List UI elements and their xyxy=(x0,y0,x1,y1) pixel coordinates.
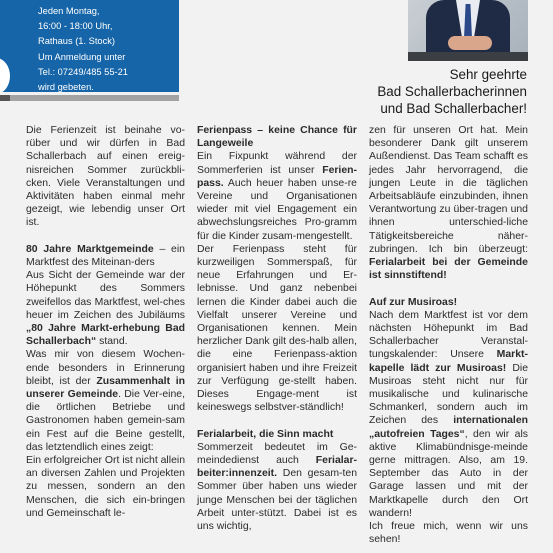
office-hours-line: wird gebeten. xyxy=(38,82,94,93)
paragraph xyxy=(26,243,185,269)
divider-bar-accent xyxy=(0,95,10,101)
text-run: . Die Ver-eine, die örtlichen Betriebe und Gastronomen haben gemein-sam ein Fest auf die Beine gestellt, das letztendlich eines zeigt: xyxy=(26,389,186,453)
salutation-line: und Bad Schallerbacher! xyxy=(380,101,527,116)
text-run: Was mir von diesem Wochen-ende besonders in Erinnerung bleibt, ist der xyxy=(26,349,185,387)
salutation-line: Bad Schallerbacherinnen xyxy=(377,84,527,99)
article-column-2 xyxy=(197,124,357,533)
paragraph: Die Ferienzeit ist beinahe vo-rüber und wir dürfen in Bad Schallerbach auf einen ereig-nisreichen Sommer zurückbli-cken. Viele Veranstaltungen und Aktivitäten haben einmal mehr gezeigt, wie lebendig unser Ort ist. xyxy=(26,125,185,229)
text-run: zen für unseren Ort hat. Mein besonderer Dank gilt unserem Außendienst. Das Team schafft es jedes Jahr hervorragend, die jungen Leute in die täglichen Arbeitsabläufe einzubinden, ihnen Verantwortung zu über-tragen und ihnen unterschied-liche Tätigkeitsbereiche näher-zubringen. Ich bin überzeugt: xyxy=(369,125,528,255)
paragraph: Ein erfolgreicher Ort ist nicht allein an diversen Zahlen und Projekten zu messen, sondern an den Menschen, die sich ein-bringen und Gemeinschaft le- xyxy=(26,455,185,519)
paragraph xyxy=(197,441,357,533)
text-run: Sommerzeit bedeutet im Ge-meindedienst auch xyxy=(197,441,357,467)
text-run: Aus Sicht der Gemeinde war der Höhepunkt des Sommers zweifellos das Marktfest, wel-ches heuer im Zeichen des Jubiläums xyxy=(26,270,185,321)
emphasis-text: Zusammenhalt in unserer Gemeinde xyxy=(26,375,185,401)
emphasis-text: Markt-kapelle lädt zur Musiroas! xyxy=(369,349,528,374)
text-run: Den gesam-ten Sommer über haben uns wieder junge Menschen bei der täglichen Arbeit unter-stützt. Dabei ist es uns wichtig, xyxy=(197,468,357,533)
text-run: Nach dem Marktfest ist vor dem nächsten Höhepunkt im Bad Schallerbacher Veranstal-tungskalender: Unsere xyxy=(369,309,528,361)
section-heading: Auf zur Musiroas! xyxy=(369,296,458,308)
mayor-portrait-photo xyxy=(408,0,528,61)
section-heading: Ferienpass – keine Chance für Langeweile xyxy=(197,125,357,150)
text-run: Ein Fixpunkt während der Sommerferien ist unser xyxy=(197,151,357,176)
article-column-3 xyxy=(369,124,528,546)
salutation-heading xyxy=(377,66,527,117)
paragraph: Ich freue mich, wenn wir uns sehen! xyxy=(369,521,528,546)
text-run: , den wir als aktive Klimabündnisge-meinde gerne mittragen. Also, am 19. September das Auto in der Garage lassen und mit der Marktkapelle durch den Ort wandern! xyxy=(369,428,528,519)
office-hours-line: 16:00 - 18:00 Uhr, xyxy=(38,21,113,32)
paragraph xyxy=(26,269,185,348)
emphasis-text: internationalen „autofreien Tages“ xyxy=(369,415,528,440)
paragraph xyxy=(197,150,357,242)
article-column-1 xyxy=(26,124,185,520)
paragraph: Der Ferienpass steht für kurzweiligen Sommerspaß, für neue Erfahrungen und Er-lebnisse. Und ganz nebenbei lernen die Kinder dabei auch die Vielfalt unserer Vereine und Organisationen kennen. Mein herzlicher Dank gilt des-halb allen, die eine Ferienpass-aktion organisiert haben und ihre Freizeit zur Verfügung ge-stellt haben. Dieses Engage-ment ist keineswegs selbstver-ständlich! xyxy=(197,243,357,414)
article-columns xyxy=(0,124,553,553)
office-hours-line: Jeden Montag, xyxy=(38,6,100,16)
paragraph xyxy=(369,309,528,520)
paragraph xyxy=(369,124,528,282)
text-run: Auch heuer haben unse-re Vereine und Organisationen wieder mit viel Engagement ein abwechslungsreiches Pro-gramm für die Kinder zusam-mengestellt. xyxy=(197,177,357,242)
salutation-line: Sehr geehrte xyxy=(449,67,527,82)
divider-bar xyxy=(0,95,179,101)
portrait-hands xyxy=(448,36,492,50)
text-run: – ein Marktfest des Miteinan-ders xyxy=(26,243,185,269)
emphasis-text: Ferialarbeit bei der Gemeinde ist sinnstiftend! xyxy=(369,257,528,282)
section-heading: Ferialarbeit, die Sinn macht xyxy=(197,428,334,440)
office-hours-line: Tel.: 07249/485 55-21 xyxy=(38,66,128,77)
text-run: Die Musiroas steht nicht nur für musikalische und kulinarische Schmankerl, sondern auch im Zeichen des xyxy=(369,362,529,427)
office-hours-line: Rathaus (1. Stock) xyxy=(38,36,115,47)
office-hours-line: Um Anmeldung unter xyxy=(38,51,126,62)
emphasis-text: Ferialar-beiter:innenzeit. xyxy=(197,455,357,480)
emphasis-text: „80 Jahre Markt-erhebung Bad Schallerbach“ xyxy=(26,323,185,348)
paragraph xyxy=(26,348,185,454)
office-hours-box xyxy=(0,0,179,92)
box-cutout-decoration xyxy=(0,58,10,94)
emphasis-text: Ferien-pass. xyxy=(197,164,357,189)
section-heading: 80 Jahre Marktgemeinde xyxy=(26,243,154,255)
text-run: stand. xyxy=(96,336,128,348)
portrait-desk xyxy=(408,52,528,61)
